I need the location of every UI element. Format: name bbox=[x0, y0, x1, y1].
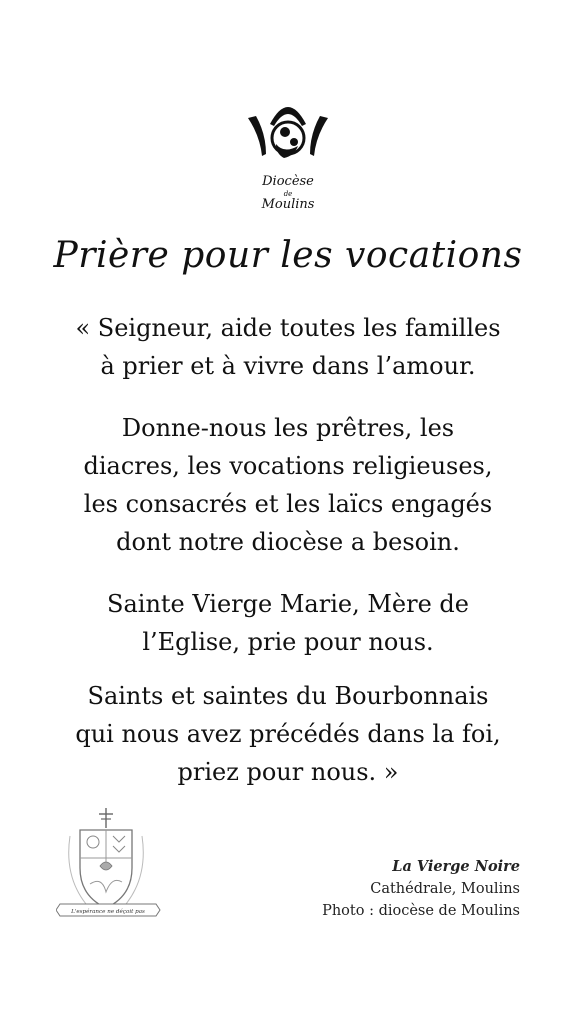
prayer-line: priez pour nous. » bbox=[177, 758, 399, 786]
logo-text-diocese: Diocèse bbox=[262, 174, 314, 189]
page-title: Prière pour les vocations bbox=[53, 235, 523, 276]
coat-motto-text: L'espérance ne déçoit pas bbox=[71, 909, 145, 915]
diocese-logo bbox=[240, 96, 336, 224]
coat-of-arms bbox=[56, 806, 168, 924]
caption-credit: Photo : diocèse de Moulins bbox=[322, 903, 520, 919]
prayer-stanza-4 bbox=[20, 677, 556, 791]
prayer-line: à prier et à vivre dans l’amour. bbox=[100, 352, 476, 380]
caption-location: Cathédrale, Moulins bbox=[370, 881, 520, 897]
photo-caption bbox=[322, 856, 520, 922]
prayer-line: l’Eglise, prie pour nous. bbox=[142, 628, 434, 656]
prayer-stanza-2 bbox=[20, 409, 556, 561]
prayer-stanza-3 bbox=[20, 585, 556, 661]
prayer-line: qui nous avez précédés dans la foi, bbox=[75, 720, 501, 748]
prayer-line: dont notre diocèse a besoin. bbox=[116, 528, 460, 556]
logo-text-de: de bbox=[283, 190, 293, 198]
prayer-line: « Seigneur, aide toutes les familles bbox=[75, 314, 501, 342]
diocese-arch-icon bbox=[240, 96, 336, 176]
prayer-line: Sainte Vierge Marie, Mère de bbox=[107, 590, 469, 618]
prayer-line: Saints et saintes du Bourbonnais bbox=[87, 682, 489, 710]
prayer-line: diacres, les vocations religieuses, bbox=[83, 452, 493, 480]
caption-title: La Vierge Noire bbox=[392, 858, 520, 875]
coat-of-arms-icon bbox=[56, 806, 168, 924]
prayer-stanza-1 bbox=[20, 309, 556, 385]
prayer-line: les consacrés et les laïcs engagés bbox=[83, 490, 493, 518]
prayer-line: Donne-nous les prêtres, les bbox=[121, 414, 455, 442]
logo-text-moulins: Moulins bbox=[261, 197, 315, 212]
